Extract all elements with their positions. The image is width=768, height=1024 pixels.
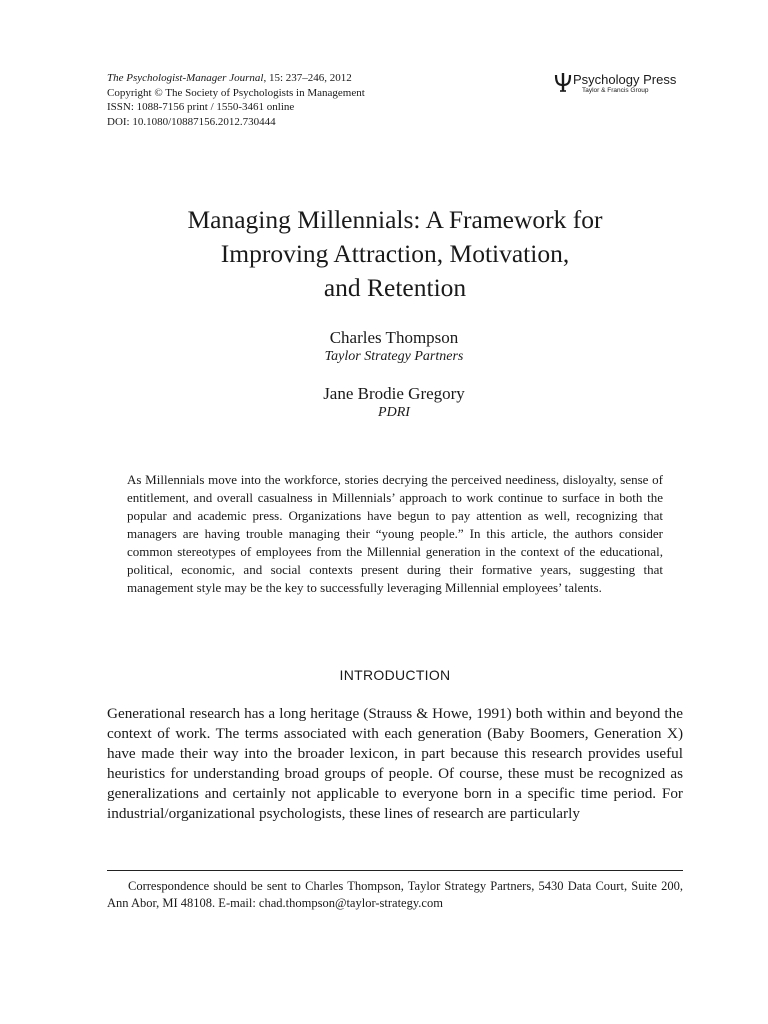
title-line: Managing Millennials: A Framework for <box>187 205 603 234</box>
copyright-line: Copyright © The Society of Psychologists in Management <box>107 86 365 99</box>
author-name: Charles Thompson <box>329 328 459 347</box>
article-title <box>100 203 690 305</box>
footnote-divider <box>107 870 683 871</box>
issn-line: ISSN: 1088-7156 print / 1550-3461 online <box>107 101 295 113</box>
author-affiliation: Taylor Strategy Partners <box>324 349 464 364</box>
correspondence-footnote: Correspondence should be sent to Charles Thompson, Taylor Strategy Partners, 5430 Data Court, Suite 200, Ann Abor, MI 48108. E-mail: chad.thompson@taylor-strategy.com <box>107 879 683 910</box>
author-block <box>100 384 688 422</box>
journal-metadata <box>107 71 365 129</box>
author-affiliation: PDRI <box>378 405 410 420</box>
author-block <box>100 328 688 366</box>
publisher-name: Psychology Press <box>573 72 677 87</box>
journal-name: The Psychologist-Manager Journal <box>107 72 264 84</box>
author-name: Jane Brodie Gregory <box>323 384 465 403</box>
doi-line: DOI: 10.1080/10887156.2012.730444 <box>107 115 276 128</box>
intro-paragraph: Generational research has a long heritage (Strauss & Howe, 1991) both within and beyond the context of work. The terms associated with each generation (Baby Boomers, Generation X) have made their way into the broader lexicon, in part because this research provides useful heuristics for understanding broad groups of people. Of course, these must be recognized as generalizations and certainly not applicable to everyone born in a specific time period. For industrial/organizational psychologists, these lines of research are particularly <box>107 705 683 823</box>
publisher-group: Taylor & Francis Group <box>582 87 649 94</box>
volume-pages-year: , 15: 237–246, 2012 <box>263 72 352 84</box>
title-line: Improving Attraction, Motivation, <box>220 239 570 268</box>
title-line: and Retention <box>323 273 467 302</box>
abstract: As Millennials move into the workforce, stories decrying the perceived neediness, disloyalty, sense of entitlement, and overall casualness in Millennials’ approach to work continue to surface in both the popular and academic press. Organizations have begun to pay attention as well, recognizing that managers are having trouble managing their “young people.” In this article, the authors consider common stereotypes of employees from the Millennial generation in the context of the educational, political, economic, and social contexts present during their formative years, suggesting that management style may be the key to successfully leveraging Millennial employees’ talents. <box>127 472 663 595</box>
psi-icon <box>554 72 572 92</box>
section-heading: INTRODUCTION <box>339 667 451 683</box>
citation-line <box>107 71 365 86</box>
